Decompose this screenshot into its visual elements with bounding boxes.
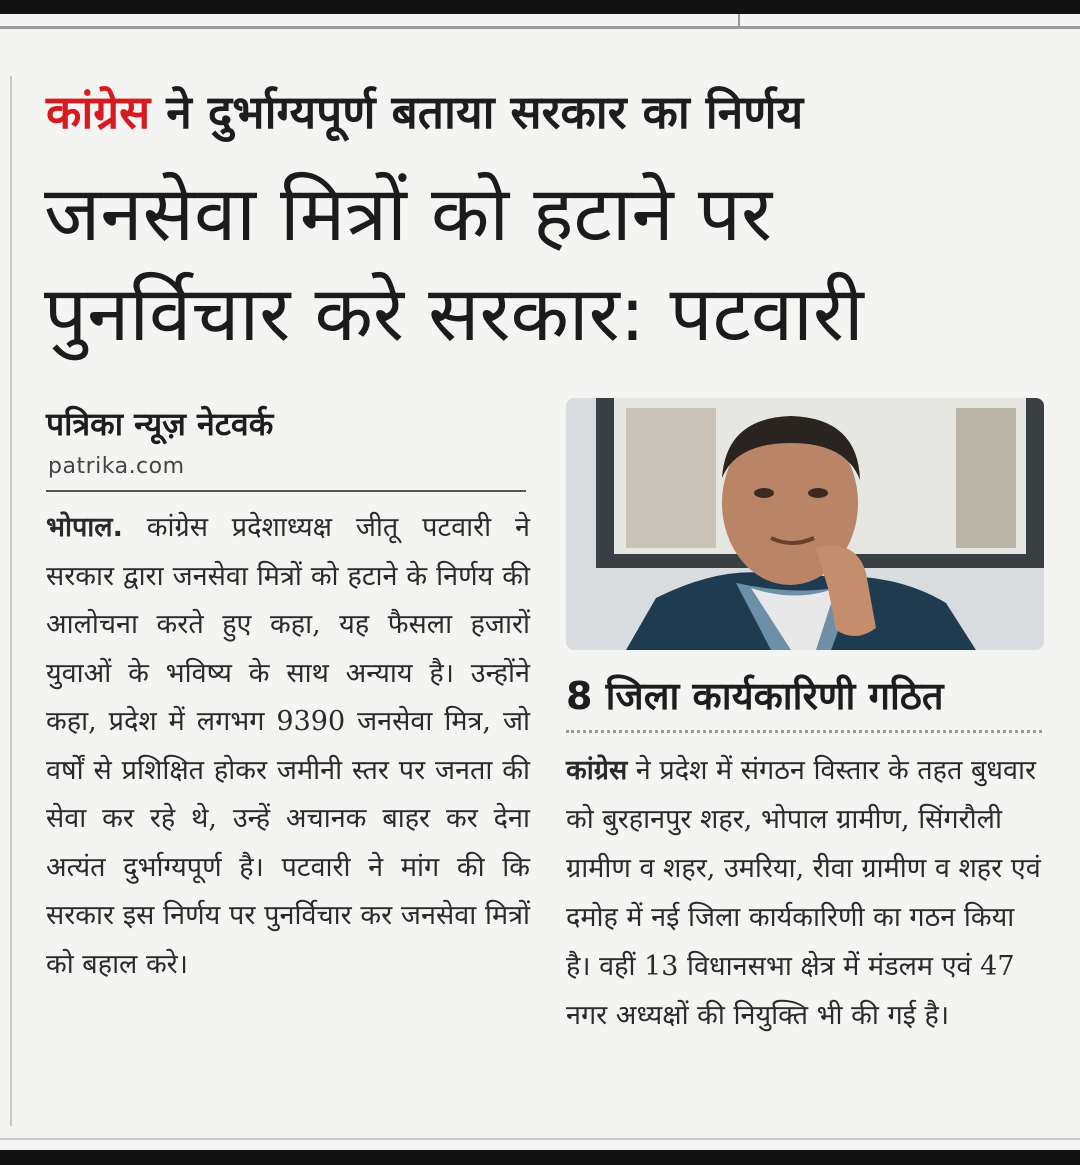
website-url: patrika.com — [48, 454, 185, 479]
article-body-text: कांग्रेस प्रदेशाध्यक्ष जीतू पटवारी ने सरकार द्वारा जनसेवा मित्रों को हटाने के निर्णय की आलोचना करते हुए कहा, यह फैसला हजारों युवाओं के भविष्य के साथ अन्याय है। उन्होंने कहा, प्रदेश में लगभग 9390 जनसेवा मित्र, जो वर्षों से प्रशिक्षित होकर जमीनी स्तर पर जनता की सेवा कर रहे थे, उन्हें अचानक बाहर कर देना अत्यंत दुर्भाग्यपूर्ण है। पटवारी ने मांग की कि सरकार इस निर्णय पर पुनर्विचार कर जनसेवा मित्रों को बहाल करे। — [46, 512, 530, 980]
newspaper-clipping — [0, 14, 1080, 1150]
bottom-rule — [0, 1138, 1080, 1140]
top-rule — [0, 26, 1080, 29]
sidebar-lead: कांग्रेस — [566, 755, 628, 786]
left-column-rule — [10, 76, 12, 1126]
sidebar-body-text: ने प्रदेश में संगठन विस्तार के तहत बुधवार को बुरहानपुर शहर, भोपाल ग्रामीण, सिंगरौली ग्रामीण व शहर, उमरिया, रीवा ग्रामीण व शहर एवं दमोह में नई जिला कार्यकारिणी का गठन किया है। वहीं 13 विधानसभा क्षेत्र में मंडलम एवं 47 नगर अध्यक्षों की नियुक्ति भी की गई है। — [566, 755, 1041, 1031]
kicker-headline — [46, 80, 803, 142]
headline-line-1: जनसेवा मित्रों को हटाने पर — [44, 169, 773, 258]
dateline: भोपाल. — [46, 512, 123, 543]
headline-line-2: पुनर्विचार करे सरकार: पटवारी — [44, 269, 864, 358]
sidebar-body — [566, 746, 1042, 1040]
article-body — [46, 504, 530, 989]
sidebar-dotted-rule — [566, 730, 1042, 733]
kicker-rest: ने दुर्भाग्यपूर्ण बताया सरकार का निर्णय — [150, 85, 804, 139]
top-rule-tick — [738, 14, 740, 28]
photo-illustration — [566, 398, 1044, 650]
politician-photo — [566, 398, 1044, 650]
main-headline — [44, 164, 1054, 364]
byline-rule — [46, 490, 526, 492]
top-frame-bar — [0, 0, 1080, 14]
kicker-red-word: कांग्रेस — [46, 85, 151, 139]
sidebar-heading: 8 जिला कार्यकारिणी गठित — [566, 674, 944, 718]
byline: पत्रिका न्यूज़ नेटवर्क — [46, 405, 274, 443]
bottom-frame-bar — [0, 1150, 1080, 1165]
